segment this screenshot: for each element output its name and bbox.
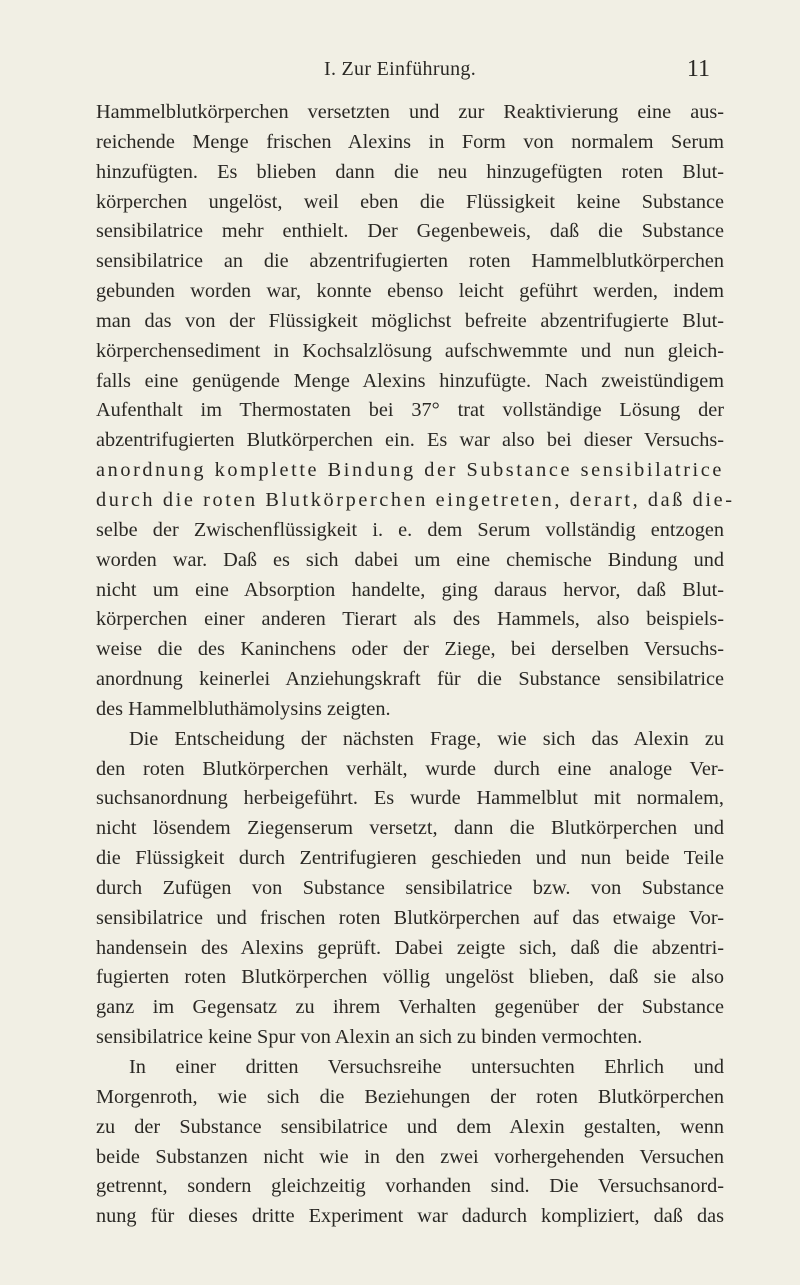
text-line: getrennt, sondern gleichzeitig vorhanden sind. Die Versuchsanord- (96, 1175, 724, 1198)
text-line: Aufenthalt im Thermostaten bei 37° trat vollständige Lösung der (96, 399, 724, 422)
text-line: worden war. Daß es sich dabei um eine chemische Bindung und (96, 548, 724, 571)
text-line: Die Entscheidung der nächsten Frage, wie sich das Alexin zu (129, 727, 724, 750)
text-line: anordnung keinerlei Anziehungskraft für die Substance sensibilatrice (96, 668, 724, 691)
text-line: die Flüssigkeit durch Zentrifugieren geschieden und nun beide Teile (96, 847, 724, 870)
text-line: handensein des Alexins geprüft. Dabei zeigte sich, daß die abzentri- (96, 936, 724, 959)
text-line: Morgenroth, wie sich die Beziehungen der roten Blutkörperchen (96, 1085, 724, 1108)
body-text (96, 98, 735, 1232)
text-line: suchsanordnung herbeigeführt. Es wurde Hammelblut mit normalem, (96, 787, 724, 810)
text-line: reichende Menge frischen Alexins in Form von normalem Serum (96, 130, 724, 153)
page-header (0, 58, 800, 88)
text-line: In einer dritten Versuchsreihe untersuchten Ehrlich und (129, 1056, 724, 1078)
text-line: man das von der Flüssigkeit möglichst befreite abzentrifugierte Blut- (96, 309, 724, 332)
text-line: Hammelblutkörperchen versetzten und zur Reaktivierung eine aus- (96, 101, 724, 123)
text-line: sensibilatrice keine Spur von Alexin an sich zu binden vermochten. (96, 1026, 643, 1049)
text-line: durch die roten Blutkörperchen eingetreten, derart, daß die- (96, 488, 735, 511)
text-line: des Hammelbluthämolysins zeigten. (96, 697, 391, 720)
text-line: körperchensediment in Kochsalzlösung aufschwemmte und nun gleich- (96, 339, 724, 362)
text-line: sensibilatrice an die abzentrifugierten roten Hammelblutkörperchen (96, 250, 724, 273)
text-line: körperchen ungelöst, weil eben die Flüssigkeit keine Substance (96, 190, 724, 213)
text-line: sensibilatrice und frischen roten Blutkörperchen auf das etwaige Vor- (96, 906, 724, 929)
text-line: anordnung komplette Bindung der Substance sensibilatrice (96, 459, 724, 482)
text-line: gebunden worden war, konnte ebenso leicht geführt werden, indem (96, 280, 724, 303)
text-line: beide Substanzen nicht wie in den zwei vorhergehenden Versuchen (96, 1145, 724, 1168)
running-head: I. Zur Einführung. (323, 58, 477, 80)
text-line: sensibilatrice mehr enthielt. Der Gegenbeweis, daß die Substance (96, 220, 724, 243)
text-line: hinzufügten. Es blieben dann die neu hinzugefügten roten Blut- (96, 160, 724, 183)
text-line: nung für dieses dritte Experiment war dadurch kompliziert, daß das (96, 1205, 724, 1228)
page-number: 11 (686, 56, 710, 82)
text-line: abzentrifugierten Blutkörperchen ein. Es war also bei dieser Versuchs- (96, 429, 724, 452)
text-line: den roten Blutkörperchen verhält, wurde durch eine analoge Ver- (96, 757, 724, 780)
text-line: nicht um eine Absorption handelte, ging daraus hervor, daß Blut- (96, 578, 724, 601)
text-line: nicht lösendem Ziegenserum versetzt, dann die Blutkörperchen und (96, 817, 724, 840)
text-line: falls eine genügende Menge Alexins hinzufügte. Nach zweistündigem (96, 369, 724, 392)
text-line: körperchen einer anderen Tierart als des Hammels, also beispiels- (96, 608, 724, 631)
text-line: fugierten roten Blutkörperchen völlig ungelöst blieben, daß sie also (96, 966, 724, 989)
text-line: weise die des Kaninchens oder der Ziege, bei derselben Versuchs- (96, 638, 724, 661)
text-line: durch Zufügen von Substance sensibilatrice bzw. von Substance (96, 876, 724, 899)
text-line: zu der Substance sensibilatrice und dem Alexin gestalten, wenn (96, 1115, 724, 1138)
text-line: ganz im Gegensatz zu ihrem Verhalten gegenüber der Substance (96, 996, 724, 1019)
text-line: selbe der Zwischenflüssigkeit i. e. dem Serum vollständig entzogen (96, 518, 724, 541)
